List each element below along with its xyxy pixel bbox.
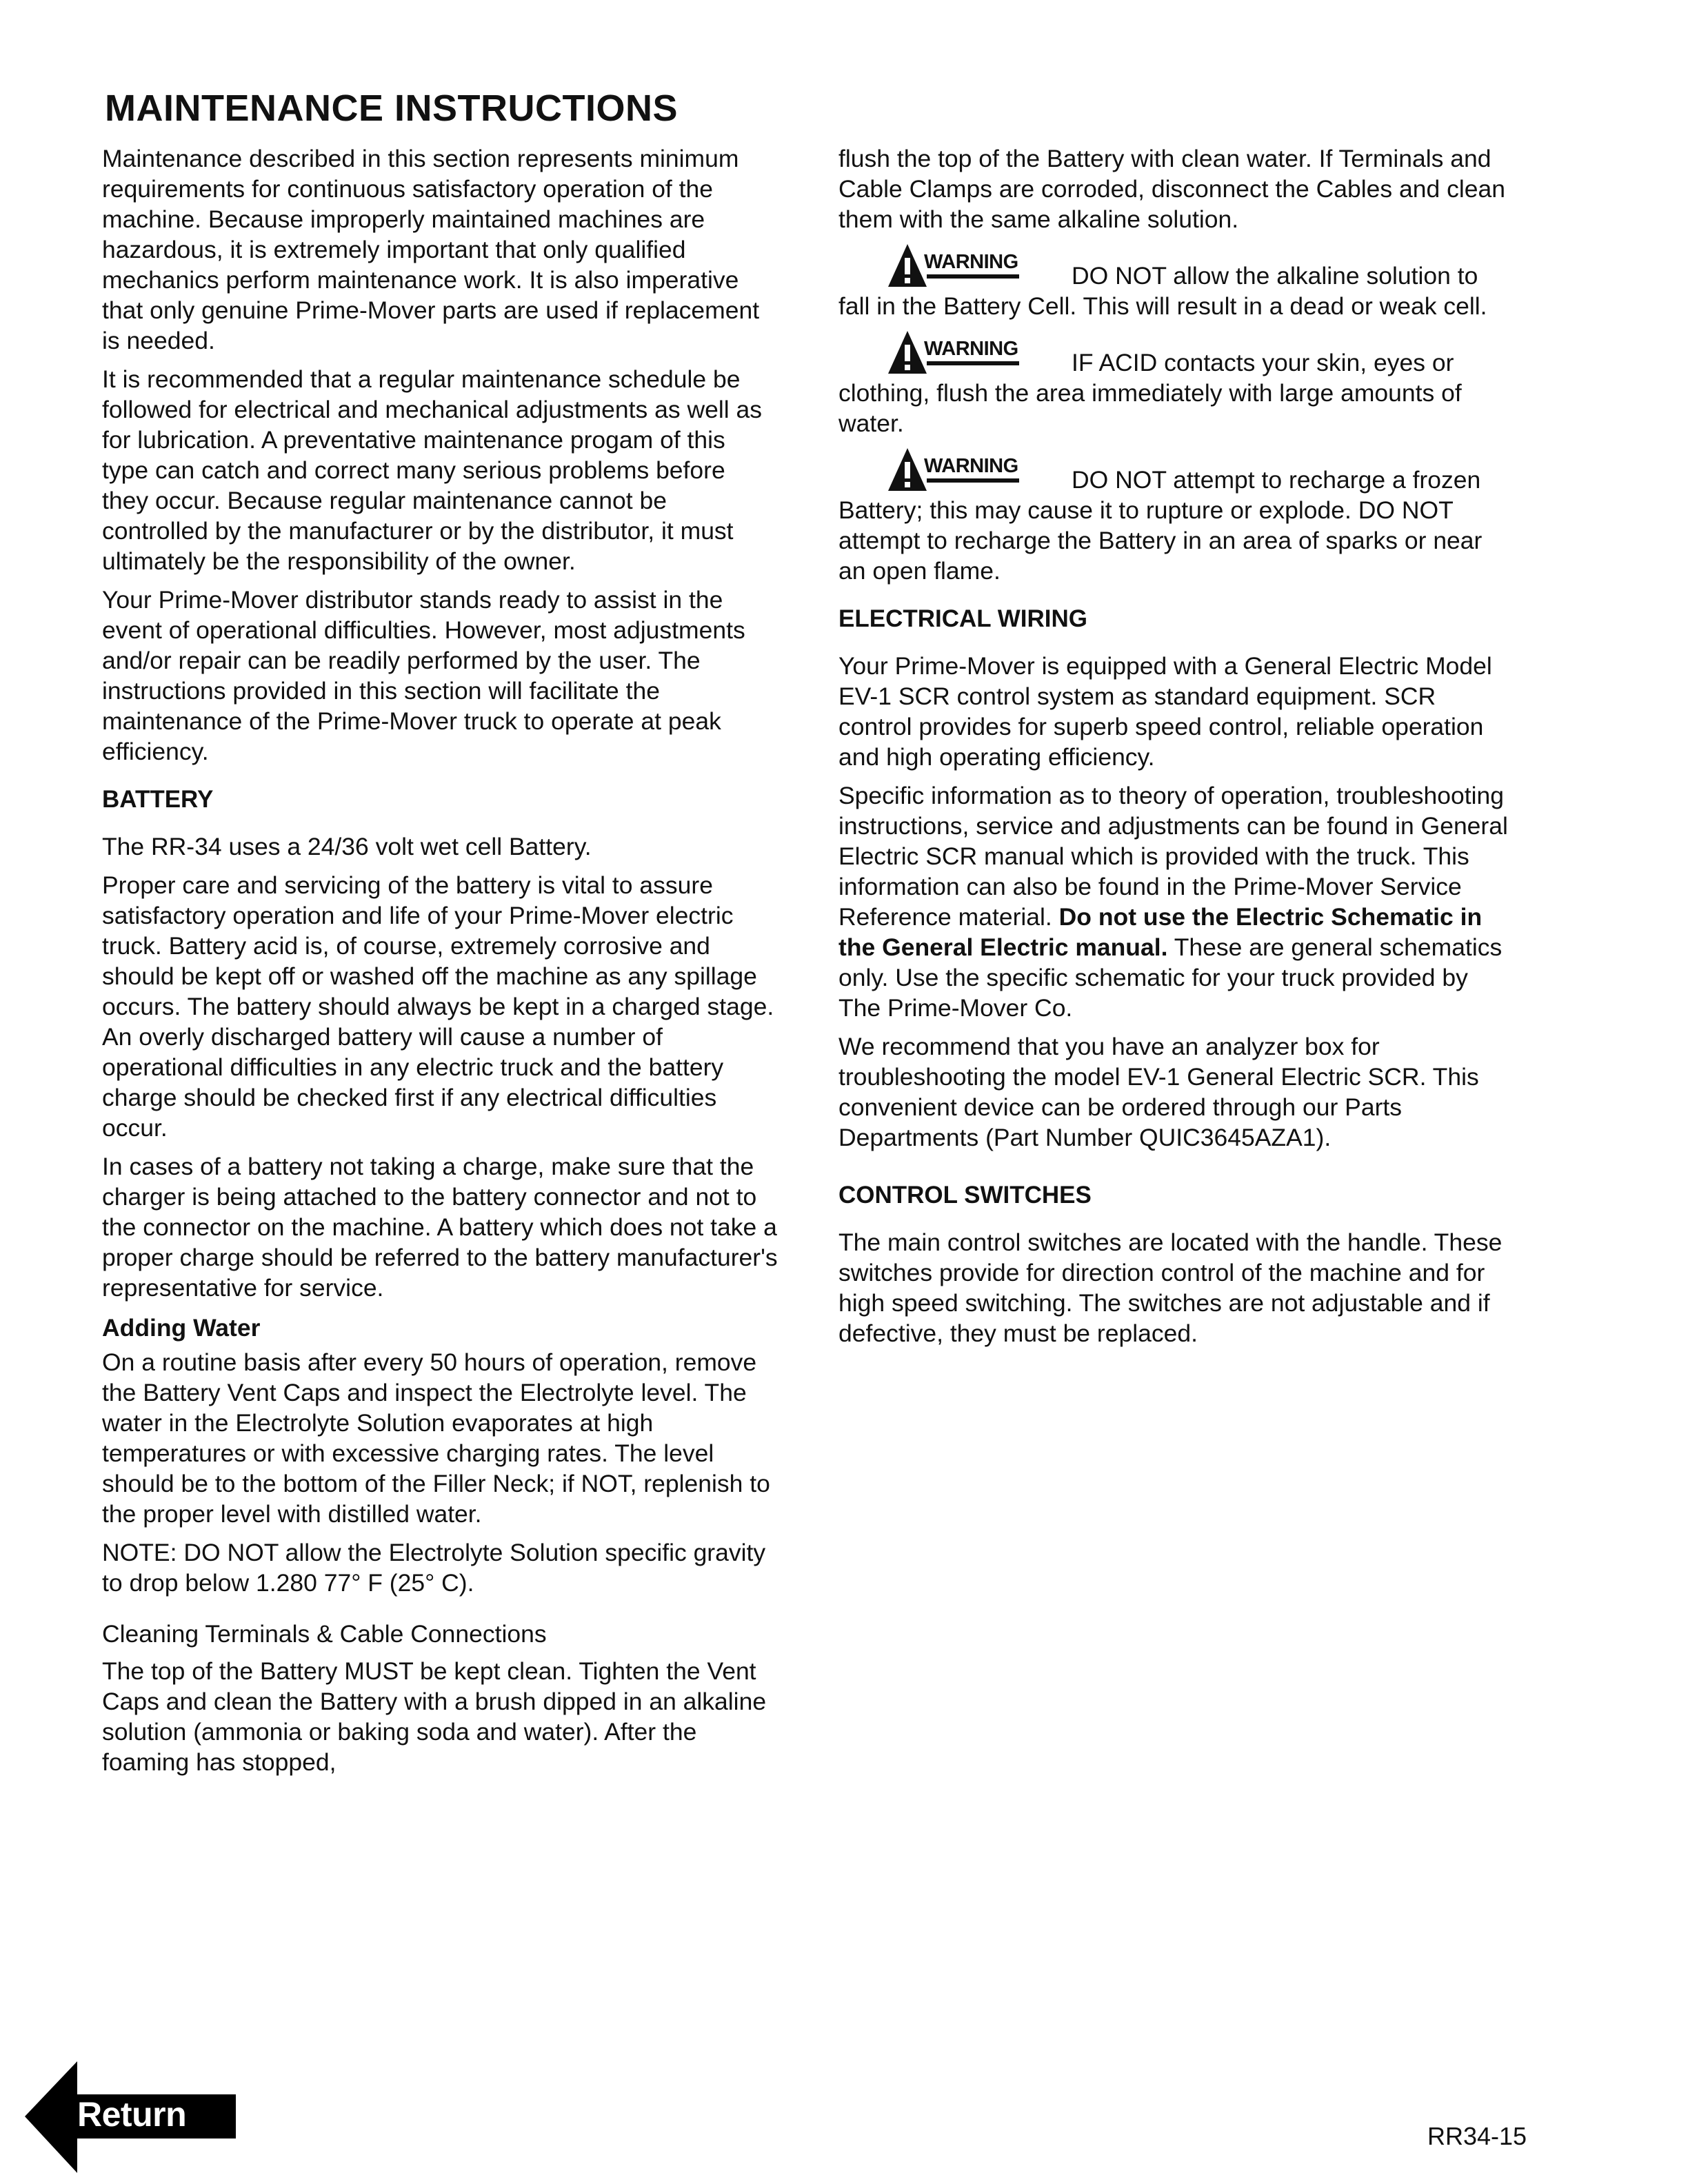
schematic-text-end: These are general schematics only. Use the specific schematic for your truck provided by The Prime-Mover Co.	[838, 933, 1503, 1022]
warning-triangle-icon	[887, 330, 928, 375]
battery-paragraph-2: Proper care and servicing of the battery is vital to assure satisfactory operation and life of your Prime-Mover electric truck. Battery acid is, of course, extremely corrosive and should be kept off or washed off the machine as any spillage occurs. The battery should always be kept in a charged stage. An overly discharged battery will cause a number of operational difficulties in any electric truck and the battery charge should be checked first if any electrical difficulties occur.	[102, 871, 774, 1142]
warning-text: IF ACID contacts your skin, eyes or clothing, flush the area immediately with large amounts of water.	[838, 349, 1462, 437]
return-label: Return	[77, 2095, 187, 2134]
warning-label: WARNING	[924, 338, 1018, 360]
intro-paragraph-1: Maintenance described in this section represents minimum requirements for continuous satisfactory operation of the machine. Because improperly maintained machines are hazardous, it is extremely important that only qualified mechanics perform maintenance work. It is also imperative that only genuine Prime-Mover parts are used if replacement is needed.	[102, 145, 760, 354]
warning-block-1	[838, 243, 1514, 321]
warning-underline	[927, 361, 1019, 365]
electrical-wiring-heading: ELECTRICAL WIRING	[838, 605, 1088, 632]
battery-paragraph-1: The RR-34 uses a 24/36 volt wet cell Battery.	[102, 833, 592, 860]
page-title: MAINTENANCE INSTRUCTIONS	[105, 88, 678, 129]
control-switches-paragraph: The main control switches are located with the handle. These switches provide for direction control of the machine and for high speed switching. The switches are not adjustable and if defective, they must be replaced.	[838, 1228, 1503, 1347]
intro-paragraph-3: Your Prime-Mover distributor stands ready to assist in the event of operational difficulties. However, most adjustments and/or repair can be readily performed by the user. The instructions provided in this section will facilitate the maintenance of the Prime-Mover truck to operate at peak efficiency.	[102, 586, 745, 765]
page-number: RR34-15	[1427, 2122, 1527, 2150]
battery-paragraph-3: In cases of a battery not taking a charge, make sure that the charger is being attached to the battery connector and not to the connector on the machine. A battery which does not take a proper charge should be referred to the battery manufacturer's representative for service.	[102, 1153, 778, 1302]
electrical-wiring-paragraph-2	[838, 780, 1514, 1023]
warning-underline	[927, 478, 1019, 483]
warning-badge	[887, 330, 1052, 378]
return-button[interactable]	[25, 2061, 239, 2173]
warning-triangle-icon	[887, 447, 928, 492]
warning-text: DO NOT attempt to recharge a frozen Battery; this may cause it to rupture or explode. DO NOT attempt to recharge the Battery in an area of sparks or near an open flame.	[838, 466, 1483, 585]
left-column	[102, 143, 778, 1786]
electrolyte-note: NOTE: DO NOT allow the Electrolyte Solution specific gravity to drop below 1.280 77° F (25° C).	[102, 1539, 766, 1597]
schematic-warning-bold: Do not use the Electric Schematic in the General Electric manual.	[838, 903, 1483, 961]
warning-badge	[887, 447, 1052, 495]
warning-label: WARNING	[924, 251, 1018, 273]
adding-water-heading: Adding Water	[102, 1314, 261, 1342]
cleaning-continuation: flush the top of the Battery with clean water. If Terminals and Cable Clamps are corroded, disconnect the Cables and clean them with the same alkaline solution.	[838, 145, 1505, 233]
warning-triangle-icon	[887, 243, 928, 288]
electrical-wiring-paragraph-3: We recommend that you have an analyzer box for troubleshooting the model EV-1 General Electric SCR. This convenient device can be ordered through our Parts Departments (Part Number QUIC3645AZA1).	[838, 1033, 1479, 1151]
electrical-wiring-paragraph-1: Your Prime-Mover is equipped with a General Electric Model EV-1 SCR control system as standard equipment. SCR control provides for superb speed control, reliable operation and high operating efficiency.	[838, 652, 1492, 771]
cleaning-heading: Cleaning Terminals & Cable Connections	[102, 1620, 547, 1648]
schematic-text-start: Specific information as to theory of operation, troubleshooting instructions, service and adjustments can be found in General Electric SCR manual which is provided with the truck. This information can also be found in the Prime-Mover Service Reference material.	[838, 782, 1508, 931]
warning-block-3	[838, 447, 1514, 586]
right-column	[838, 143, 1514, 1357]
warning-badge	[887, 243, 1052, 291]
warning-underline	[927, 274, 1019, 279]
control-switches-heading: CONTROL SWITCHES	[838, 1182, 1092, 1209]
warning-text: DO NOT allow the alkaline solution to fall in the Battery Cell. This will result in a dead or weak cell.	[838, 262, 1487, 320]
intro-paragraph-2: It is recommended that a regular maintenance schedule be followed for electrical and mechanical adjustments as well as for lubrication. A preventative maintenance progam of this type can catch and correct many serious problems before they occur. Because regular maintenance cannot be controlled by the manufacturer or by the distributor, it must ultimately be the responsibility of the owner.	[102, 365, 762, 575]
warning-block-2	[838, 330, 1514, 438]
adding-water-paragraph: On a routine basis after every 50 hours of operation, remove the Battery Vent Caps and inspect the Electrolyte level. The water in the Electrolyte Solution evaporates at high temperatures or with excessive charging rates. The level should be to the bottom of the Filler Neck; if NOT, replenish to the proper level with distilled water.	[102, 1348, 770, 1528]
warning-label: WARNING	[924, 455, 1018, 477]
battery-heading: BATTERY	[102, 786, 214, 813]
cleaning-paragraph: The top of the Battery MUST be kept clean. Tighten the Vent Caps and clean the Battery with a brush dipped in an alkaline solution (ammonia or baking soda and water). After the foaming has stopped,	[102, 1657, 767, 1776]
